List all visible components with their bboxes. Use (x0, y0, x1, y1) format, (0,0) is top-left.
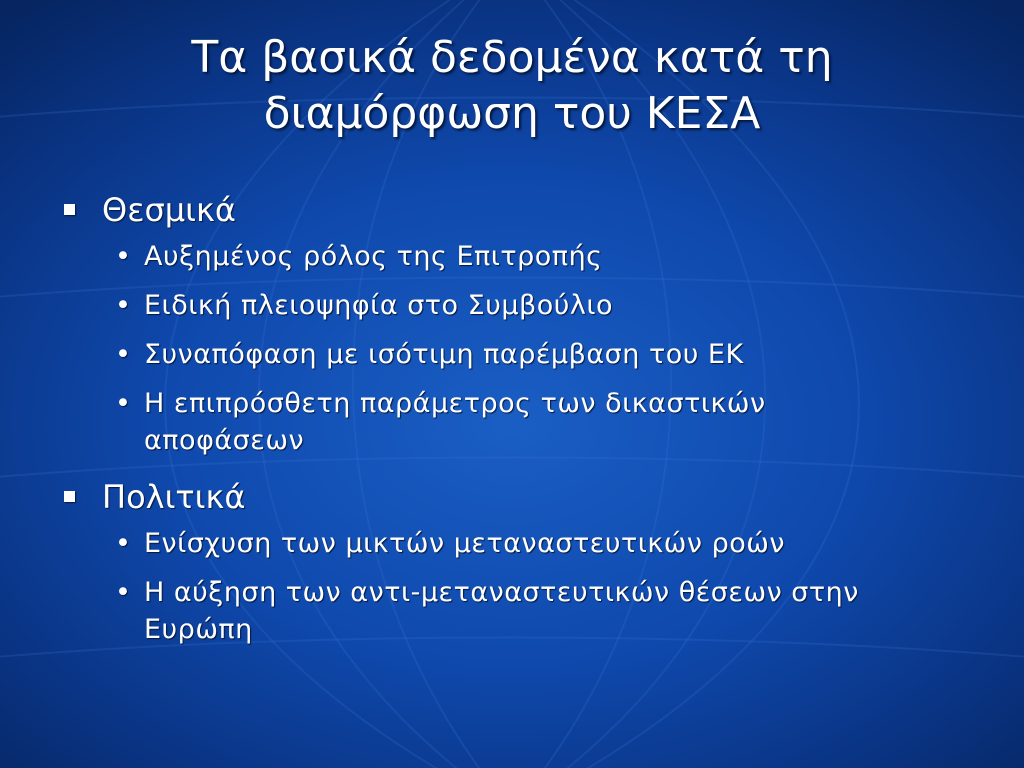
slide-title (60, 30, 964, 142)
dot-bullet-icon: • (115, 577, 132, 608)
list-item (60, 238, 960, 275)
list-item-text: Ειδική πλειοψηφία στο Συμβούλιο (144, 290, 614, 321)
dot-bullet-icon: • (115, 290, 132, 321)
list-item-text: Αυξημένος ρόλος της Επιτροπής (144, 241, 603, 272)
list-item (60, 287, 960, 324)
dot-bullet-icon: • (115, 339, 132, 370)
section-heading-institutional (60, 188, 960, 232)
square-bullet-icon (64, 491, 75, 502)
list-item-text: Ενίσχυση των μικτών μεταναστευτικών ροών (144, 528, 785, 559)
dot-bullet-icon: • (115, 388, 132, 419)
list-item (60, 574, 914, 648)
title-line-2: διαμόρφωση του ΚΕΣΑ (263, 88, 761, 139)
list-item (60, 385, 894, 459)
section-heading-text: Θεσμικά (102, 191, 236, 229)
slide-content (60, 188, 960, 660)
list-item (60, 336, 960, 373)
list-item-text: Η αύξηση των αντι-μεταναστευτικών θέσεων στην Ευρώπη (144, 577, 859, 645)
list-item (60, 525, 960, 562)
section-heading-text: Πολιτικά (102, 478, 246, 516)
list-item-text: Συναπόφαση με ισότιμη παρέμβαση του ΕΚ (144, 339, 744, 370)
dot-bullet-icon: • (115, 528, 132, 559)
section-heading-political (60, 475, 960, 519)
dot-bullet-icon: • (115, 241, 132, 272)
title-line-1: Τα βασικά δεδομένα κατά τη (191, 32, 833, 83)
square-bullet-icon (64, 204, 75, 215)
list-item-text: Η επιπρόσθετη παράμετρος των δικαστικών αποφάσεων (144, 388, 766, 456)
